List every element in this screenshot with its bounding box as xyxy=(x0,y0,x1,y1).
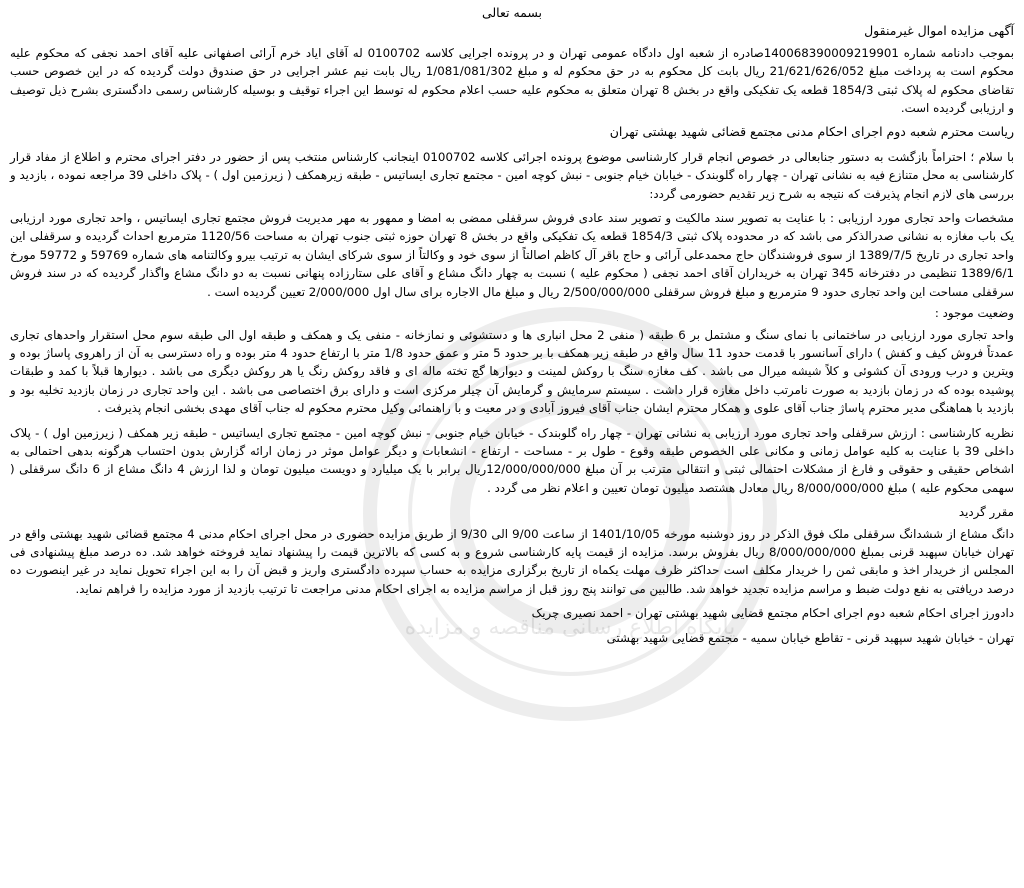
addressee-line: ریاست محترم شعبه دوم اجرای احکام مدنی مجتمع قضائی شهید بهشتی تهران xyxy=(609,124,1014,140)
decision-paragraph: دانگ مشاع از ششدانگ سرقفلی ملک فوق الذکر در روز دوشنبه مورخه 1401/10/05 از ساعت 9/00 الی 9/30 از طریق مزایده حضوری در محل اجرای احکام مدنی 4 مجتمع قضائی شهید بهشتی واقع در تهران خیابان سپهبد قرنی بمبلغ 8/000/000/000 ریال بفروش برسد. مزایده از قیمت پایه کارشناسی شروع و به کسی که بالاترین قیمت را پیشنهاد نماید فروخته خواهد شد. ده درصد مبلغ پیشنهادی فی المجلس از خریدار اخذ و مابقی ثمن را خریدار مکلف است حداکثر ظرف مهلت یکماه از تاریخ برگزاری مزایده به حساب سپرده دادگستری واریز و قبض آن را به این اجراء تحویل نماید در غیر اینصورت ده درصد دریافتی به نفع دولت ضبط و مراسم مزایده تجدید خواهد شد. طالبین می توانند پنج روز قبل از مراسم مزایده به اجرای احکام مدنی مراجعت تا ترتیب بازدید از مورد مزایده را فراهم نماید. xyxy=(10,526,1014,596)
expert-opinion-paragraph: نظریه کارشناسی : ارزش سرقفلی واحد تجاری مورد ارزیابی به نشانی تهران - چهار راه گلوبندک - خیابان خیام جنوبی - نبش کوچه امین - مجتمع تجاری ایساتیس - طبقه زیر همکف ( زیرزمین اول ) - پلاک داخلی 39 با عنایت به کلیه عوامل زمانی و مکانی علی الخصوص طبقه وقوع - طول بر - مساحت - ارتفاع - انشعابات و دیگر عوامل موثر در زمان ارائه گزارش بدون احتساب هرگونه بدهی احتمالی به اشخاص حقیقی و حقوقی و فارغ از مشکلات احتمالی ثبتی و انتقالی مترتب بر آن مبلغ 12/000/000/000ریال برابر با یک میلیارد و دویست میلیون تومان و لذا ارزش 4 دانگ مشاع از 6 دانگ سرقفلی ( سهمی محکوم علیه ) مبلغ 8/000/000/000 ریال معادل هشتصد میلیون تومان تعیین و اعلام نظر می گردد . xyxy=(10,425,1015,495)
intro-paragraph: با سلام ؛ احتراماً بازگشت به دستور جنابعالی در خصوص انجام قرار کارشناسی موضوع پرونده اجرائی کلاسه 0100702 اینجانب کارشناس منتخب پس از حضور در دفتر اجرای محترم و اطلاع از مفاد قرار کارشناسی به محل متنازع فیه به نشانی تهران - چهار راه گلوبندک - خیابان خیام جنوبی - نبش کوچه امین - مجتمع تجاری ایساتیس - طبقه زیرهمکف ( زیرزمین اول ) - پلاک داخلی 39 مراجعه نموده ، بازدید و بررسی های لازم انجام پذیرفت که نتیجه به شرح زیر تقدیم حضورمی گردد: xyxy=(10,149,1014,201)
status-paragraph: واحد تجاری مورد ارزیابی در ساختمانی با نمای سنگ و مشتمل بر 6 طبقه ( منفی 2 محل انباری ها و دستشوئی و نمازخانه - منفی یک و همکف و طبقه اول الی طبقه سوم محل استقرار واحدهای تجاری عمدتاً فروش کیف و کفش ) دارای آسانسور با قدمت حدود 11 سال واقع در طبقه زیر همکف با بر حدود 5 متر و عمق حدود 1/8 متر با ارتفاع حدود 4 متر بوده و راه دسترسی به آن از راهروی پاساژ بوده و ویترین و درب ورودی آن کشوئی و کلاً شیشه میرال می باشد . کف مغازه سنگ با روکش لمینت و دیوارها گچ تخته ماله ای و فاقد روکش رنگ یا هر روکش دیگری می باشد . دیوارها قبلاً با کمد و طبقات پوشیده بوده که در زمان بازدید به صورت نامرتب داخل مغازه قرار داشت . سیستم سرمایش و گرمایش آن چیلر مرکزی است و دارای برق اختصاصی می باشد . این واحد تجاری در زمان بازدید تخلیه بود و بازدید با هماهنگی مدیر محترم پاساژ جناب آقای علوی و همکار محترم ایشان جناب آقای فیروز آبادی و در معیت و با راهنمائی وکیل محترم محکوم له جناب آقای مهدی بخشی انجام پذیرفت . xyxy=(10,327,1015,416)
document-heading: بسمه تعالی xyxy=(481,5,543,20)
signature-line: دادورز اجرای احکام شعبه دوم اجرای احکام مجتمع قضایی شهید بهشتی تهران - احمد نصیری چریک xyxy=(531,606,1014,621)
address-line: تهران - خیابان شهید سپهبد قرنی - تقاطع خیابان سمیه - مجتمع قضایی شهید بهشتی xyxy=(606,630,1014,645)
auction-notice-document xyxy=(10,4,1014,880)
decision-heading: مقرر گردید xyxy=(958,505,1014,520)
document-title: آگهی مزایده اموال غیرمنقول xyxy=(864,23,1014,39)
specs-paragraph: مشخصات واحد تجاری مورد ارزیابی : با عنایت به تصویر سند مالکیت و تصویر سند عادی فروش سرقفلی ممضی به امضا و ممهور به مهر مدیریت فروش مجتمع تجاری ایساتیس ، واحد تجاری مورد ارزیابی یک باب مغازه به نشانی صدرالذکر می باشد که در محدوده پلاک ثبتی 1854/3 قطعه یک تفکیکی واقع در بخش 8 تهران حوزه ثبتی جنوب تهران به مساحت 1120/56 مترمربع احداث گردیده و سرقفلی این واحد تجاری در تاریخ 1389/7/5 از سوی فروشندگان حاج محمدعلی آرائی و حاج باقر آل کاظم اصالتاً از سوی خود و وکالتاً از سوی شرکای ایشان به ترتیب بیرو وکالتنامه های شماره 59769 و 59772 مورخ 1389/6/1 تنظیمی در دفترخانه 345 تهران به خریداران آقای احمد نجفی ( محکوم علیه ) نسبت به چهار دانگ مشاع و آقای علی ستارزاده پنهانی نسبت به دو دانگ مشاع واگذار گردیده که در سند فروش سرقفلی مساحت این واحد تجاری حدود 9 مترمربع و مبلغ فروش سرقفلی 2/500/000/000 ریال و مبلغ مال الاجاره برای سال اول 2/000/000 تعیین گردیده است . xyxy=(10,211,1014,299)
verdict-paragraph: بموجب دادنامه شماره 140068390009219901صادره از شعبه اول دادگاه عمومی تهران و در پرونده اجرایی کلاسه 0100702 له آقای ایاد خرم آرائی اصفهانی علیه آقای احمد نجفی که محکوم علیه محکوم است به پرداخت مبلغ 21/621/626/052 ریال بابت کل محکوم به در حق محکوم له و مبلغ 1/081/081/302 ریال بابت نیم عشر اجرایی در حق صندوق دولت گردیده که در این خصوص حسب تقاضای محکوم له پلاک ثبتی 1854/3 قطعه یک تفکیکی واقع در بخش 8 تهران متعلق به محکوم علیه حسب اعلام محکوم له توسط این اجراء توقیف و بوسیله کارشناس رسمی دادگستری بشرح ذیل توصیف و ارزیابی گردیده است. xyxy=(10,45,1014,116)
watermark-text: پایگاه اطلاع رسانی مناقصه و مزایده xyxy=(404,615,736,640)
status-heading: وضعیت موجود : xyxy=(934,306,1014,321)
